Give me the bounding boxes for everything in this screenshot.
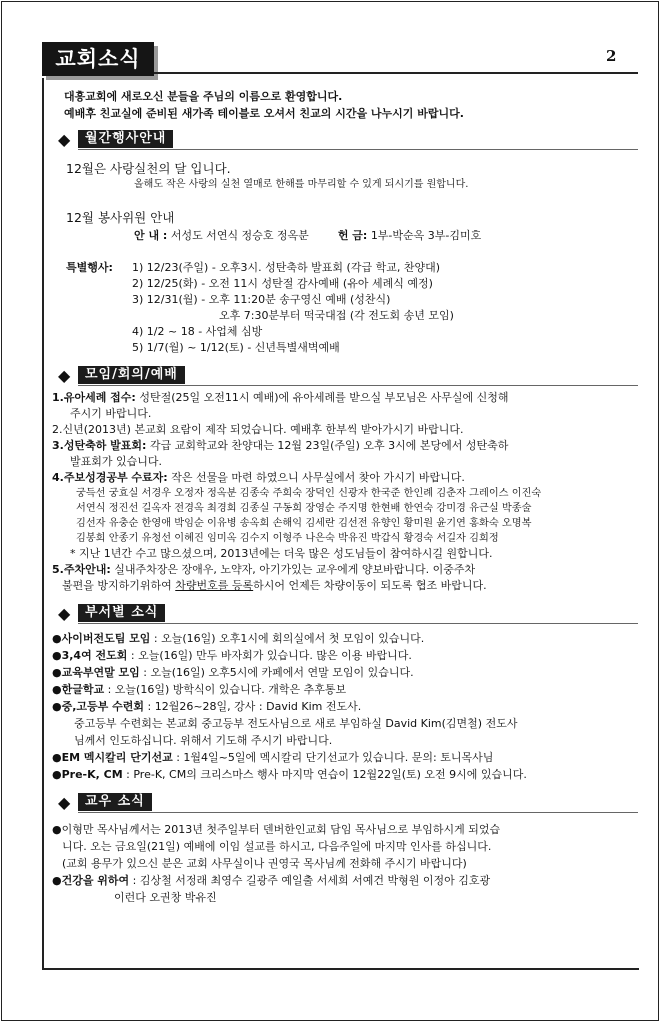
item-text: : 12월26~28일, 강사 : David Kim 전도사.	[144, 700, 362, 713]
item-heading: ●한글학교	[52, 683, 105, 696]
item-heading: 4.주보성경공부 수료자:	[52, 471, 168, 484]
diamond-icon: ◆	[58, 793, 71, 812]
usher-names: 서성도 서연식 정승호 정옥분	[170, 229, 309, 242]
item-heading: ●3,4여 전도회	[52, 649, 128, 662]
list-item	[52, 470, 638, 486]
list-item	[52, 698, 638, 715]
diamond-icon: ◆	[58, 604, 71, 623]
item-text: 불편을 방지하기위하여	[62, 579, 176, 592]
item-heading: ●사이버전도팀 모임	[52, 632, 151, 645]
item-continuation: 이런다 오권창 박유진	[114, 891, 217, 904]
events-list	[132, 260, 638, 356]
volunteers	[44, 209, 638, 244]
item-continuation: 발표회가 있습니다.	[70, 455, 163, 468]
item-continuation: 니다. 오는 금요일(21일) 예배에 이임 설교를 하시고, 다음주일에 마지막 인사를 하십니다.	[62, 840, 492, 853]
item-heading: ●교육부연말 모임	[52, 666, 140, 679]
section-monthly-events	[44, 128, 638, 152]
list-item	[52, 562, 638, 578]
section-rule	[78, 623, 638, 624]
item-text: 성탄절(25일 오전11시 예배)에 유아세례를 받으실 부모님은 사무실에 신청해	[135, 391, 509, 404]
item-heading: ●건강을 위하여	[52, 874, 130, 887]
content	[44, 78, 638, 906]
monthly-theme	[44, 160, 638, 191]
intro	[64, 88, 638, 122]
intro-line: 예배후 친교실에 준비된 새가족 테이블로 오셔서 친교의 시간을 나누시기 바랍니다.	[64, 107, 464, 120]
volunteer-heading: 12월 봉사위원 안내	[66, 210, 175, 225]
list-item	[52, 664, 638, 681]
department-news-list	[52, 630, 638, 783]
meetings-list	[52, 390, 638, 594]
item-text: : 1월4일~5일에 멕시칼리 단기선교가 있습니다. 문의: 토니목사님	[172, 751, 494, 764]
item-text: : 오늘(16일) 만두 바자회가 있습니다. 많은 이용 바랍니다.	[127, 649, 412, 662]
item-heading: 5.주차안내:	[52, 563, 111, 576]
member-news-list	[52, 821, 638, 906]
offering-names: 1부-박순옥 3부-김미호	[370, 229, 482, 242]
special-events	[44, 260, 638, 356]
event-item: 3) 12/31(월) - 오후 11:20분 송구영신 예배 (성찬식)	[132, 293, 391, 306]
item-text: 하시어 언제든 차량이동이 되도록 협조 바랍니다.	[253, 579, 487, 592]
item-heading: ●Pre-K, CM	[52, 768, 123, 781]
item-heading: ●EM 멕시칼리 단기선교	[52, 751, 173, 764]
item-heading: 3.성탄축하 발표회:	[52, 439, 147, 452]
event-item: 2) 12/25(화) - 오전 11시 성탄절 감사예배 (유아 세례식 예정)	[132, 277, 433, 290]
item-continuation: 주시기 바랍니다.	[70, 407, 152, 420]
section-meetings	[44, 364, 638, 388]
name-row: 김봉희 안종기 유청선 이혜진 임미옥 김수지 이형주 나은숙 박유진 박갑식 황경숙 서길자 김희정	[76, 533, 499, 544]
page-title: 교회소식	[42, 42, 154, 76]
month-heading: 12월은 사랑실천의 달 입니다.	[66, 161, 231, 176]
event-item: 4) 1/2 ~ 18 - 사업체 심방	[132, 325, 263, 338]
volunteer-row	[134, 228, 638, 244]
section-department-news	[44, 602, 638, 626]
offering-label: 헌 금:	[337, 229, 368, 242]
name-row: 서연식 정진선 길옥자 전경옥 최경희 김종실 구동희 장영순 주지명 한현배 한연숙 강미경 유근실 박종술	[76, 503, 532, 514]
list-item	[52, 766, 638, 783]
event-item: 1) 12/23(주일) - 오후3시. 성탄축하 발표회 (각급 학교, 찬양대)	[132, 261, 440, 274]
item-continuation: 중고등부 수련회는 본교회 중고등부 전도사님으로 새로 부임하실 David Kim(김면철) 전도사	[74, 717, 518, 730]
name-row: 김선자 유충순 한영애 박임순 이유병 송옥희 손해익 김세란 김선전 유향인 황미원 윤기연 홍화숙 오명복	[76, 518, 532, 529]
usher-label: 안 내 :	[134, 229, 168, 242]
section-title: 모임/회의/예배	[78, 366, 185, 384]
item-text: : 오늘(16일) 오후1시에 회의실에서 첫 모임이 있습니다.	[150, 632, 425, 645]
name-list	[76, 486, 638, 546]
item-heading: 1.유아세례 접수:	[52, 391, 136, 404]
list-item	[52, 872, 638, 889]
item-text: 작은 선물을 마련 하였으니 사무실에서 찾아 가시기 바랍니다.	[167, 471, 465, 484]
item-text: 각급 교회학교와 찬양대는 12월 23일(주일) 오후 3시에 본당에서 성탄축하	[146, 439, 509, 452]
item-continuation: (교회 용무가 있으신 분은 교회 사무실이나 권영국 목사님께 전화해 주시기 바랍니다)	[62, 857, 467, 870]
list-item	[52, 630, 638, 647]
section-title: 부서별 소식	[78, 604, 165, 622]
item-text: : 오늘(16일) 방학식이 있습니다. 개학은 추후통보	[104, 683, 347, 696]
list-item	[52, 749, 638, 766]
list-item	[52, 390, 638, 406]
item-text: : 오늘(16일) 오후5시에 카페에서 연말 모임이 있습니다.	[139, 666, 414, 679]
section-rule	[78, 149, 638, 150]
list-item	[52, 438, 638, 454]
underlined-text: 차량번호를 등록	[175, 579, 254, 592]
title-rule	[154, 72, 638, 74]
diamond-icon: ◆	[58, 366, 71, 385]
intro-line: 대흥교회에 새로오신 분들을 주님의 이름으로 환영합니다.	[64, 90, 343, 103]
page-number: 2	[606, 47, 617, 65]
section-member-news	[44, 791, 638, 815]
diamond-icon: ◆	[58, 130, 71, 149]
month-subtitle: 올해도 작은 사랑의 실천 열매로 한해를 마무리할 수 있게 되시기를 원합니다.	[134, 179, 469, 190]
item-heading: ●중,고등부 수련회	[52, 700, 144, 713]
list-item	[52, 647, 638, 664]
item-text: : Pre-K, CM의 크리스마스 행사 마지막 연습이 12월22일(토) 오전 9시에 있습니다.	[122, 768, 527, 781]
list-item: 2.신년(2013년) 본교회 요람이 제작 되었습니다. 예배후 한부씩 받아가시기 바랍니다.	[52, 423, 464, 436]
event-item: 5) 1/7(월) ~ 1/12(토) - 신년특별새벽예배	[132, 341, 340, 354]
name-row: 궁득선 궁효실 서경우 오정자 정옥분 김종숙 주희숙 장덕인 신광자 한국준 한인례 김춘자 그레이스 이진숙	[76, 488, 542, 499]
list-item	[52, 681, 638, 698]
section-title: 교우 소식	[78, 793, 152, 811]
list-item: ●이형만 목사님께서는 2013년 첫주일부터 덴버한인교회 담임 목사님으로 부임하시게 되었습	[52, 823, 501, 836]
item-text: 실내주차장은 장애우, 노약자, 아기가있는 교우에게 양보바랍니다. 이중주차	[110, 563, 476, 576]
item-note: * 지난 1년간 수고 많으셨으며, 2013년에는 더욱 많은 성도님들이 참여하시길 원합니다.	[70, 547, 493, 560]
section-title: 월간행사안내	[78, 130, 173, 148]
section-rule	[78, 812, 638, 813]
section-rule	[78, 385, 638, 386]
item-continuation: 님께서 인도하십니다. 위해서 기도해 주시기 바랍니다.	[74, 734, 333, 747]
item-text: : 김상철 서정래 최영수 길광주 예일출 서세희 서예건 박형원 이정아 김호광	[129, 874, 491, 887]
item-continuation	[62, 578, 638, 594]
events-label: 특별행사:	[66, 261, 113, 274]
event-item: 오후 7:30분부터 떡국대접 (각 전도회 송년 모임)	[219, 309, 454, 322]
